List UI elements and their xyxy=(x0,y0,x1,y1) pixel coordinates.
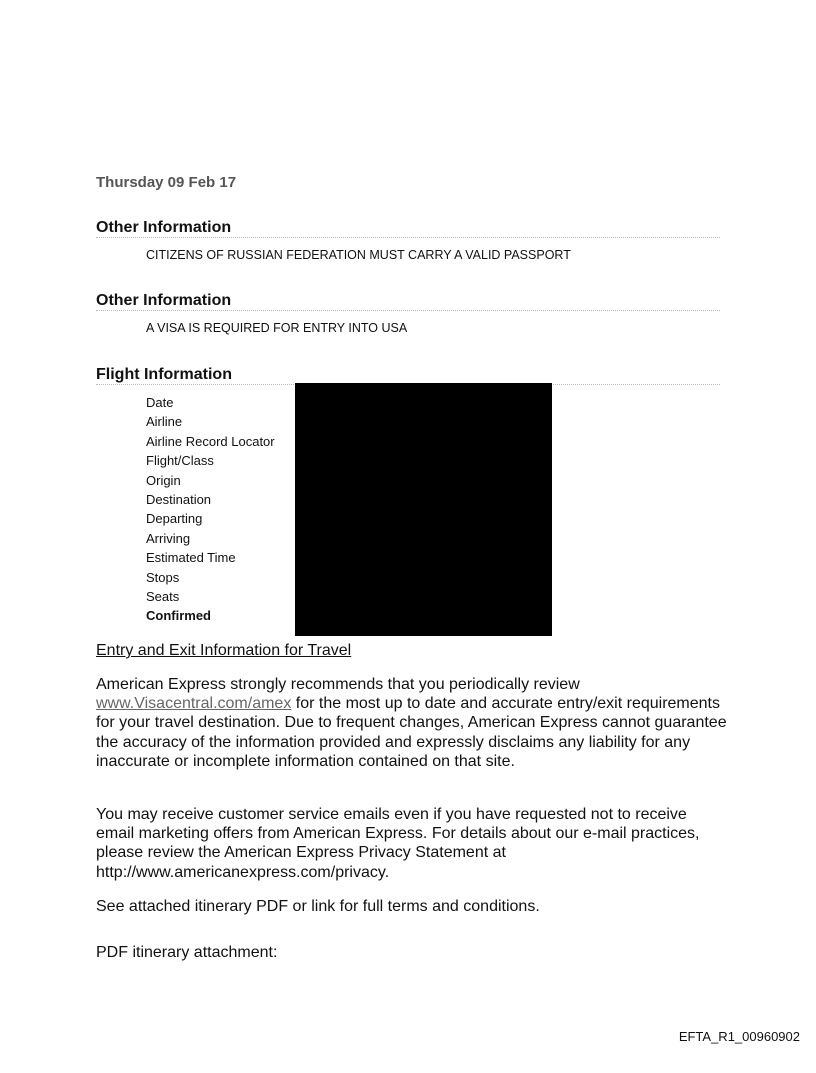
flight-label-stops: Stops xyxy=(146,570,180,585)
section-title-other-information: Other Information xyxy=(96,219,232,236)
section-title-other-information: Other Information xyxy=(96,292,232,309)
paragraph-text: for the most up to date and accurate entry/exit requirements for your travel destination. Due to frequent changes, American Express cannot guarantee the accuracy of the information provided and expressly disclaims any liability for any inaccurate or incomplete information contained on that site. xyxy=(96,695,727,770)
divider xyxy=(96,237,720,238)
pdf-attachment-label: PDF itinerary attachment: xyxy=(96,944,278,961)
entry-exit-heading[interactable]: Entry and Exit Information for Travel xyxy=(96,642,352,659)
flight-label-arriving: Arriving xyxy=(146,531,191,546)
visa-notice: A VISA IS REQUIRED FOR ENTRY INTO USA xyxy=(146,321,408,335)
flight-label-date: Date xyxy=(146,395,174,410)
privacy-paragraph: You may receive customer service emails even if you have requested not to receive email marketing offers from American Express. For details about our e-mail practices, please review the American Express Privacy Statement at http://www.americanexpress.com/privacy. xyxy=(96,806,700,881)
flight-label-departing: Departing xyxy=(146,511,203,526)
redaction-box xyxy=(295,383,552,636)
visacentral-link[interactable]: www.Visacentral.com/amex xyxy=(96,695,292,713)
flight-label-origin: Origin xyxy=(146,473,181,488)
flight-label-estimated-time: Estimated Time xyxy=(146,550,236,565)
passport-notice: CITIZENS OF RUSSIAN FEDERATION MUST CARRY A VALID PASSPORT xyxy=(146,248,571,262)
flight-label-record-locator: Airline Record Locator xyxy=(146,434,275,449)
document-id: EFTA_R1_00960902 xyxy=(678,1029,800,1044)
divider xyxy=(96,310,720,311)
see-attached-text: See attached itinerary PDF or link for full terms and conditions. xyxy=(96,898,540,915)
flight-label-destination: Destination xyxy=(146,492,212,507)
flight-label-airline: Airline xyxy=(146,414,183,429)
section-title-flight-information: Flight Information xyxy=(96,366,232,383)
entry-exit-paragraph xyxy=(96,675,728,771)
flight-label-seats: Seats xyxy=(146,589,180,604)
flight-label-flight-class: Flight/Class xyxy=(146,453,214,468)
paragraph-text: American Express strongly recommends that you periodically review xyxy=(96,676,580,693)
date-heading: Thursday 09 Feb 17 xyxy=(96,174,237,191)
flight-label-confirmed: Confirmed xyxy=(146,608,211,623)
